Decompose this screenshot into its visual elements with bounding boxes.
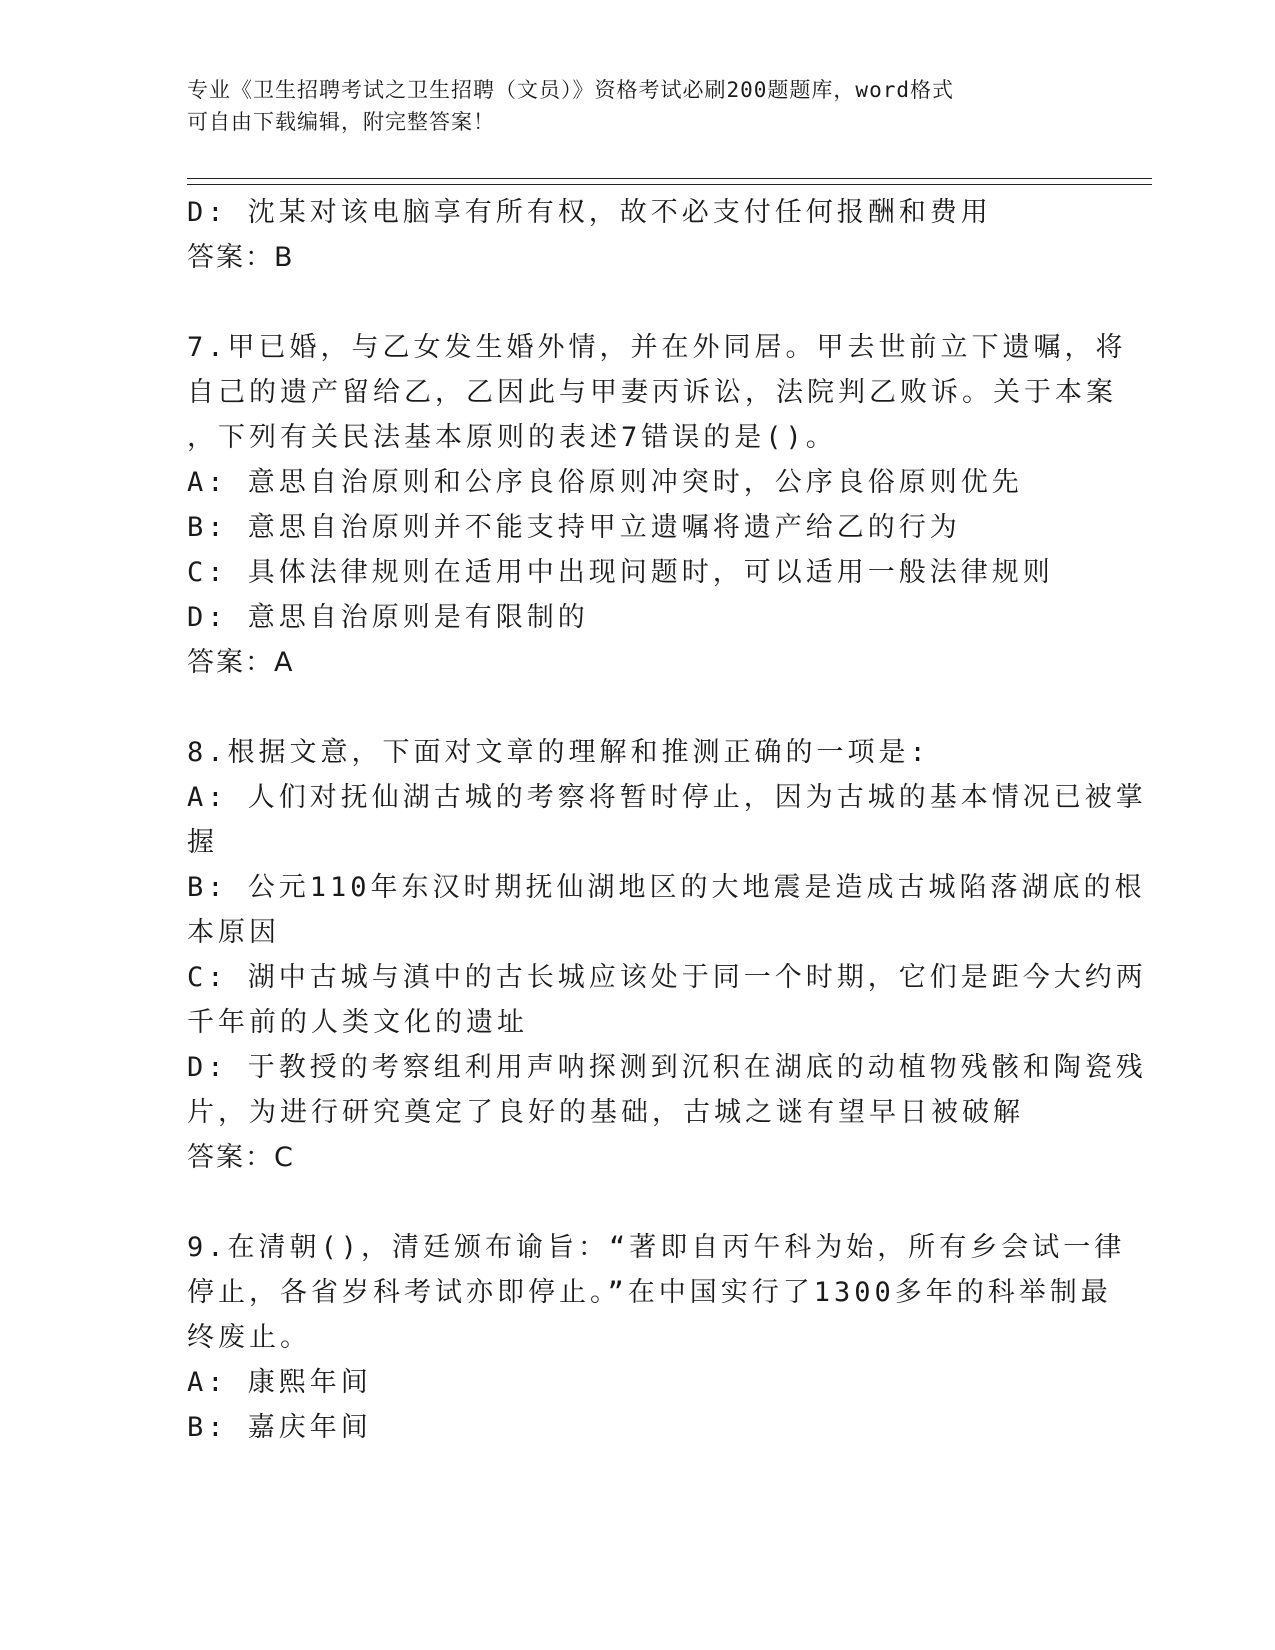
- option-d: D: 沈某对该电脑享有所有权，故不必支付任何报酬和费用: [187, 197, 992, 228]
- option-c-line: 千年前的人类文化的遗址: [187, 1007, 528, 1038]
- question-7: [187, 325, 1127, 685]
- header-line-2: 可自由下载编辑，附完整答案！: [187, 110, 495, 134]
- question-stem-line: ，下列有关民法基本原则的表述7错误的是()。: [187, 422, 837, 453]
- question-stem-line: 7.甲已婚，与乙女发生婚外情，并在外同居。甲去世前立下遗嘱，将: [187, 332, 1127, 363]
- option-b: B: 意思自治原则并不能支持甲立遗嘱将遗产给乙的行为: [187, 512, 961, 543]
- option-b: B: 嘉庆年间: [187, 1412, 372, 1443]
- option-b-line: 本原因: [187, 917, 280, 948]
- option-b-line: B: 公元110年东汉时期抚仙湖地区的大地震是造成古城陷落湖底的根: [187, 872, 1146, 903]
- option-d: D: 意思自治原则是有限制的: [187, 602, 589, 633]
- header-divider-bottom: [187, 184, 1152, 185]
- header-divider-top: [187, 178, 1152, 179]
- question-stem: 8.根据文意，下面对文章的理解和推测正确的一项是:: [187, 737, 930, 768]
- question-8: [187, 730, 1147, 1180]
- spacer: [187, 685, 1077, 730]
- option-a: A: 康熙年间: [187, 1367, 372, 1398]
- spacer: [187, 280, 1077, 325]
- option-c: C: 具体法律规则在适用中出现问题时，可以适用一般法律规则: [187, 557, 1054, 588]
- option-a-line: A: 人们对抚仙湖古城的考察将暂时停止，因为古城的基本情况已被掌: [187, 782, 1147, 813]
- header-line-1: 专业《卫生招聘考试之卫生招聘（文员）》资格考试必刷200题题库，word格式: [187, 78, 954, 102]
- question-9: [187, 1225, 1126, 1450]
- document-header: [187, 74, 1087, 138]
- option-c-line: C: 湖中古城与滇中的古长城应该处于同一个时期，它们是距今大约两: [187, 962, 1147, 993]
- answer: 答案：B: [187, 242, 295, 273]
- question-stem-line: 终废止。: [187, 1322, 311, 1353]
- option-a: A: 意思自治原则和公序良俗原则冲突时，公序良俗原则优先: [187, 467, 1023, 498]
- answer: 答案：C: [187, 1142, 295, 1173]
- answer: 答案：A: [187, 647, 295, 678]
- question-stem-line: 停止，各省岁科考试亦即停止。”在中国实行了1300多年的科举制最: [187, 1277, 1112, 1308]
- document-body: [187, 190, 1147, 1450]
- option-d-line: D: 于教授的考察组利用声呐探测到沉积在湖底的动植物残骸和陶瓷残: [187, 1052, 1147, 1083]
- option-a-line: 握: [187, 827, 218, 858]
- question-stem-line: 9.在清朝()，清廷颁布谕旨：“著即自丙午科为始，所有乡会试一律: [187, 1232, 1126, 1263]
- previous-question-tail: [187, 190, 1077, 280]
- spacer: [187, 1180, 1077, 1225]
- option-d-line: 片，为进行研究奠定了良好的基础，古城之谜有望早日被破解: [187, 1097, 1024, 1128]
- question-stem-line: 自己的遗产留给乙，乙因此与甲妻丙诉讼，法院判乙败诉。关于本案: [187, 377, 1117, 408]
